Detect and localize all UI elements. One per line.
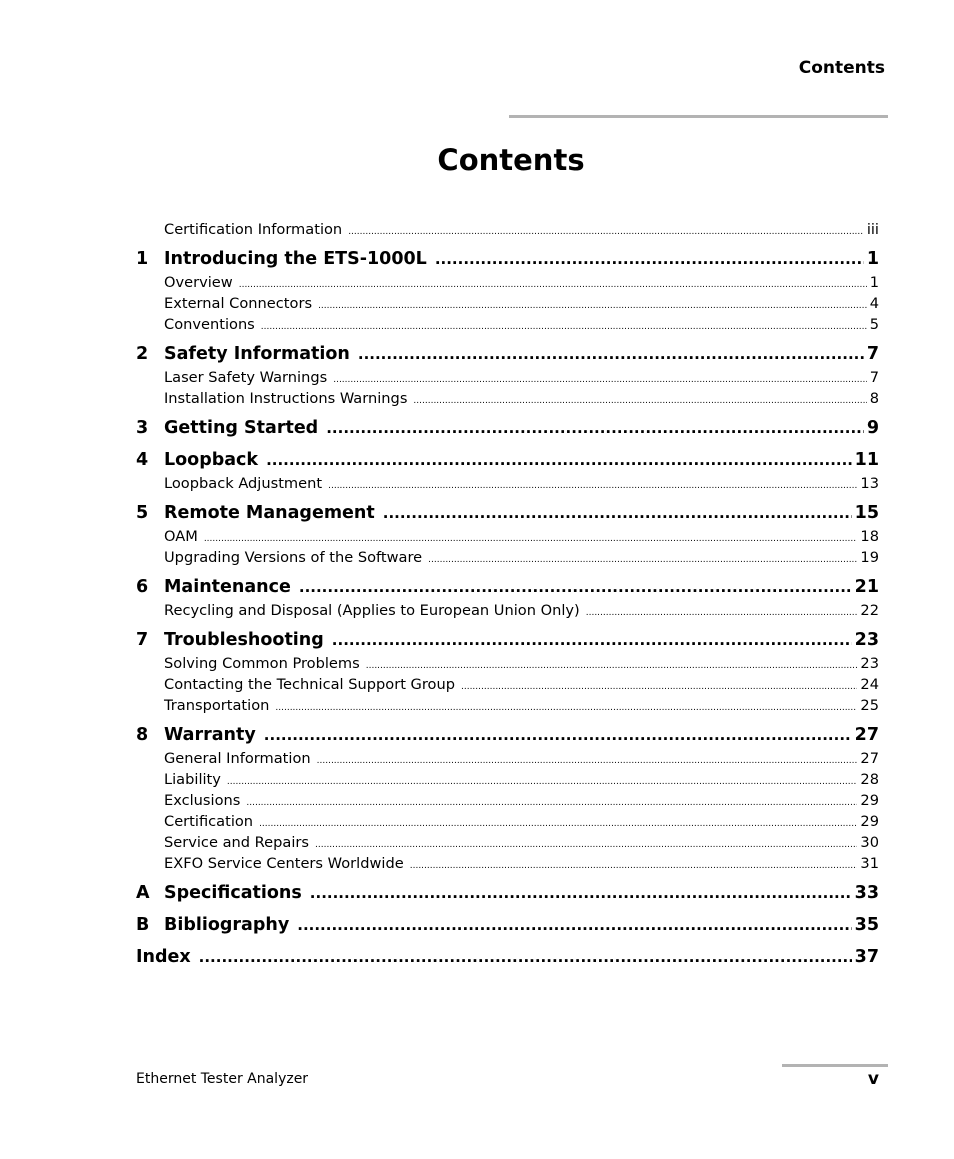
toc-dot-leader xyxy=(413,391,866,409)
toc-chapter-title: Index xyxy=(136,947,191,967)
toc-dot-leader xyxy=(435,246,864,272)
toc-section-entry[interactable] xyxy=(136,272,879,293)
toc-chapter-entry[interactable] xyxy=(136,246,879,272)
toc-dot-leader xyxy=(264,722,852,748)
toc-dot-leader xyxy=(310,880,852,906)
toc-page-number: 27 xyxy=(854,725,879,745)
toc-dot-leader xyxy=(299,574,852,600)
toc-section-entry[interactable] xyxy=(136,526,879,547)
toc-chapter-title: Troubleshooting xyxy=(164,630,324,650)
toc-dot-leader xyxy=(261,317,867,335)
toc-dot-leader xyxy=(383,500,852,526)
toc-section-title: Transportation xyxy=(164,697,270,714)
toc-section-title: Laser Safety Warnings xyxy=(164,369,328,386)
toc-section-entry[interactable] xyxy=(136,674,879,695)
toc-chapter-title: Loopback xyxy=(164,450,259,470)
toc-chapter-entry[interactable] xyxy=(136,627,879,653)
page-title: Contents xyxy=(437,143,585,177)
toc-chapter-number: 7 xyxy=(136,630,149,650)
toc-dot-leader xyxy=(332,627,852,653)
toc-chapter-title: Warranty xyxy=(164,725,256,745)
toc-section-title: Overview xyxy=(164,274,233,291)
toc-section-title: OAM xyxy=(164,528,198,545)
toc-section-entry[interactable] xyxy=(136,653,879,674)
toc-dot-leader xyxy=(428,550,857,568)
toc-section-entry[interactable] xyxy=(136,547,879,568)
toc-section-title: Liability xyxy=(164,771,221,788)
toc-page-number: 13 xyxy=(860,475,879,492)
toc-section-title: Loopback Adjustment xyxy=(164,475,323,492)
toc-dot-leader xyxy=(315,835,857,853)
toc-chapter-entry[interactable] xyxy=(136,880,879,906)
toc-chapter-title: Getting Started xyxy=(164,418,319,438)
toc-page-number: 27 xyxy=(860,750,879,767)
toc-chapter-entry[interactable] xyxy=(136,415,879,441)
toc-section-title: Installation Instructions Warnings xyxy=(164,390,408,407)
toc-chapter-entry[interactable] xyxy=(136,722,879,748)
toc-chapter-entry[interactable] xyxy=(136,500,879,526)
toc-section-title: Contacting the Technical Support Group xyxy=(164,676,455,693)
toc-page-number: 11 xyxy=(854,450,879,470)
toc-dot-leader xyxy=(410,856,858,874)
toc-section-title: Service and Repairs xyxy=(164,834,309,851)
toc-dot-leader xyxy=(318,296,867,314)
toc-page-number: 28 xyxy=(860,771,879,788)
toc-section-entry[interactable] xyxy=(136,314,879,335)
toc-dot-leader xyxy=(204,529,858,547)
toc-dot-leader xyxy=(358,341,864,367)
toc-dot-leader xyxy=(297,912,851,938)
toc-section-title: Conventions xyxy=(164,316,255,333)
footer-document-title: Ethernet Tester Analyzer xyxy=(136,1071,309,1087)
toc-chapter-title: Remote Management xyxy=(164,503,375,523)
toc-section-entry[interactable] xyxy=(136,600,879,621)
toc-page-number: 29 xyxy=(860,813,879,830)
toc-page-number: 7 xyxy=(869,369,879,386)
toc-section-entry[interactable] xyxy=(136,293,879,314)
toc-section-title: Recycling and Disposal (Applies to European Union Only) xyxy=(164,602,580,619)
toc-chapter-entry[interactable] xyxy=(136,447,879,473)
toc-chapter-entry[interactable] xyxy=(136,912,879,938)
toc-chapter-number: 1 xyxy=(136,249,149,269)
toc-section-entry[interactable] xyxy=(136,748,879,769)
toc-section-title: Exclusions xyxy=(164,792,241,809)
toc-chapter-title: Maintenance xyxy=(164,577,291,597)
footer-page-number: v xyxy=(867,1069,879,1089)
toc-section-title: General Information xyxy=(164,750,311,767)
toc-section-entry[interactable] xyxy=(136,388,879,409)
toc-dot-leader xyxy=(246,793,857,811)
toc-section-entry[interactable] xyxy=(136,811,879,832)
toc-chapter-number: 8 xyxy=(136,725,149,745)
toc-dot-leader xyxy=(259,814,857,832)
toc-page-number: 29 xyxy=(860,792,879,809)
toc-dot-leader xyxy=(239,275,867,293)
toc-section-title: Upgrading Versions of the Software xyxy=(164,549,423,566)
toc-dot-leader xyxy=(199,944,852,970)
toc-chapter-title: Bibliography xyxy=(164,915,290,935)
toc-page-number: 18 xyxy=(860,528,879,545)
toc-page-number: 21 xyxy=(854,577,879,597)
toc-page-number: 23 xyxy=(860,655,879,672)
toc-chapter-number: 5 xyxy=(136,503,149,523)
toc-page-number: 33 xyxy=(854,883,879,903)
toc-chapter-number: A xyxy=(136,883,150,903)
footer-rule xyxy=(782,1064,888,1067)
toc-dot-leader xyxy=(461,677,857,695)
toc-section-title: Certification xyxy=(164,813,254,830)
toc-dot-leader xyxy=(366,656,858,674)
toc-chapter-number: 6 xyxy=(136,577,149,597)
toc-page-number: 25 xyxy=(860,697,879,714)
toc-dot-leader xyxy=(227,772,858,790)
toc-chapter-number: 2 xyxy=(136,344,149,364)
toc-page-number: 30 xyxy=(860,834,879,851)
toc-chapter-title: Safety Information xyxy=(164,344,350,364)
toc-section-entry[interactable] xyxy=(136,832,879,853)
toc-chapter-title: Specifications xyxy=(164,883,302,903)
toc-page-number: 7 xyxy=(866,344,879,364)
toc-chapter-number: B xyxy=(136,915,150,935)
toc-page-number: 23 xyxy=(854,630,879,650)
running-header-title: Contents xyxy=(798,58,885,78)
toc-page-number: 1 xyxy=(866,249,879,269)
toc-section-title: EXFO Service Centers Worldwide xyxy=(164,855,404,872)
toc-section-entry[interactable] xyxy=(136,219,879,240)
toc-section-title: External Connectors xyxy=(164,295,313,312)
toc-page-number: 31 xyxy=(860,855,879,872)
toc-page-number: 1 xyxy=(869,274,879,291)
toc-page-number: iii xyxy=(866,221,879,238)
toc-page-number: 19 xyxy=(860,549,879,566)
toc-page-number: 35 xyxy=(854,915,879,935)
toc-chapter-entry[interactable] xyxy=(136,341,879,367)
toc-dot-leader xyxy=(275,698,857,716)
toc-page-number: 5 xyxy=(869,316,879,333)
toc-dot-leader xyxy=(333,370,866,388)
toc-page-number: 22 xyxy=(860,602,879,619)
toc-chapter-entry[interactable] xyxy=(136,944,879,970)
toc-dot-leader xyxy=(586,603,858,621)
toc-dot-leader xyxy=(317,751,858,769)
toc-chapter-number: 3 xyxy=(136,418,149,438)
toc-page-number: 4 xyxy=(869,295,879,312)
toc-section-entry[interactable] xyxy=(136,853,879,874)
toc-chapter-entry[interactable] xyxy=(136,574,879,600)
table-of-contents xyxy=(136,219,879,970)
toc-section-title: Certification Information xyxy=(164,221,343,238)
toc-page-number: 37 xyxy=(854,947,879,967)
toc-section-entry[interactable] xyxy=(136,790,879,811)
toc-dot-leader xyxy=(328,476,857,494)
toc-dot-leader xyxy=(348,222,864,240)
toc-chapter-title: Introducing the ETS-1000L xyxy=(164,249,427,269)
toc-page-number: 15 xyxy=(854,503,879,523)
toc-dot-leader xyxy=(266,447,852,473)
toc-page-number: 9 xyxy=(866,418,879,438)
toc-page-number: 8 xyxy=(869,390,879,407)
header-rule xyxy=(509,115,888,118)
toc-section-entry[interactable] xyxy=(136,367,879,388)
toc-section-entry[interactable] xyxy=(136,473,879,494)
toc-chapter-number: 4 xyxy=(136,450,149,470)
toc-dot-leader xyxy=(326,415,864,441)
toc-section-title: Solving Common Problems xyxy=(164,655,360,672)
toc-section-entry[interactable] xyxy=(136,695,879,716)
toc-page-number: 24 xyxy=(860,676,879,693)
toc-section-entry[interactable] xyxy=(136,769,879,790)
